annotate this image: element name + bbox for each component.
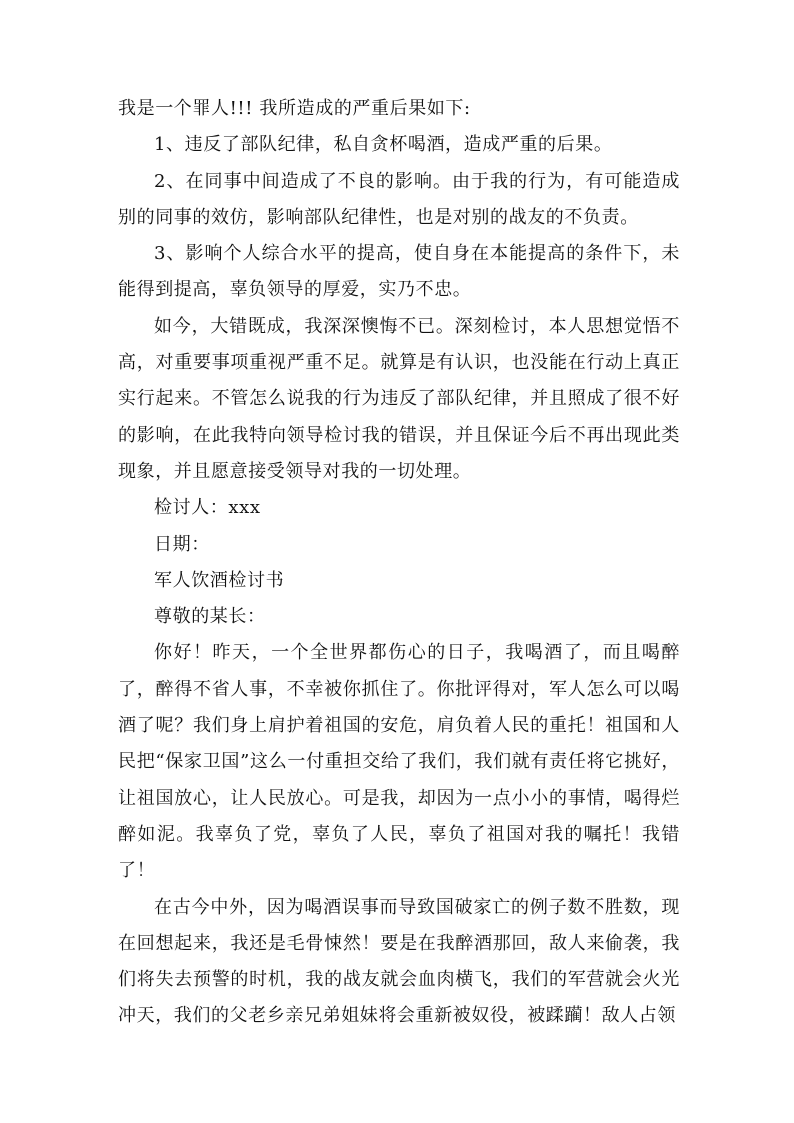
paragraph-history: 在古今中外，因为喝酒误事而导致国破家亡的例子数不胜数，现在回想起来，我还是毛骨悚然！要是在我醉酒那回，敌人来偷袭，我们将失去预警的时机，我的战友就会血肉横飞，我们的军营就会火光冲天，我们的父老乡亲兄弟姐妹将会重新被奴役，被蹂躏！敌人占领: [118, 896, 680, 1027]
section-title: 军人饮酒检讨书: [154, 569, 285, 591]
paragraph-confession: 你好！昨天，一个全世界都伤心的日子，我喝酒了，而且喝醉了，醉得不省人事，不幸被你抓住了。你批评得对，军人怎么可以喝酒了呢？我们身上肩护着祖国的安危，肩负着人民的重托！祖国和人民把“保家卫国”这么一付重担交给了我们，我们就有责任将它挑好，让祖国放心，让人民放心。可是我，却因为一点小小的事情，喝得烂醉如泥。我辜负了党，辜负了人民，辜负了祖国对我的嘱托！我错了！: [118, 642, 680, 882]
paragraph-intro: 我是一个罪人!!! 我所造成的严重后果如下:: [118, 98, 471, 119]
date-line: 日期：: [154, 533, 210, 555]
paragraph-reflection: 如今，大错既成，我深深懊悔不已。深刻检讨，本人思想觉悟不高，对重要事项重视严重不足。就算是有认识，也没能在行动上真正实行起来。不管怎么说我的行为违反了部队纪律，并且照成了很不好的影响，在此我特向领导检讨我的错误，并且保证今后不再出现此类现象，并且愿意接受领导对我的一切处理。: [118, 315, 680, 482]
paragraph-consequence-3: 3、影响个人综合水平的提高，使自身在本能提高的条件下，未能得到提高，辜负领导的厚爱，实乃不忠。: [118, 243, 680, 301]
salutation: 尊敬的某长：: [154, 606, 266, 628]
paragraph-consequence-2: 2、在同事中间造成了不良的影响。由于我的行为，有可能造成别的同事的效仿，影响部队纪律性，也是对别的战友的不负责。: [118, 170, 680, 228]
paragraph-consequence-1: 1、违反了部队纪律，私自贪杯喝酒，造成严重的后果。: [154, 134, 613, 156]
signature-line: 检讨人：xxx: [154, 497, 261, 519]
document-body: [118, 91, 680, 1035]
